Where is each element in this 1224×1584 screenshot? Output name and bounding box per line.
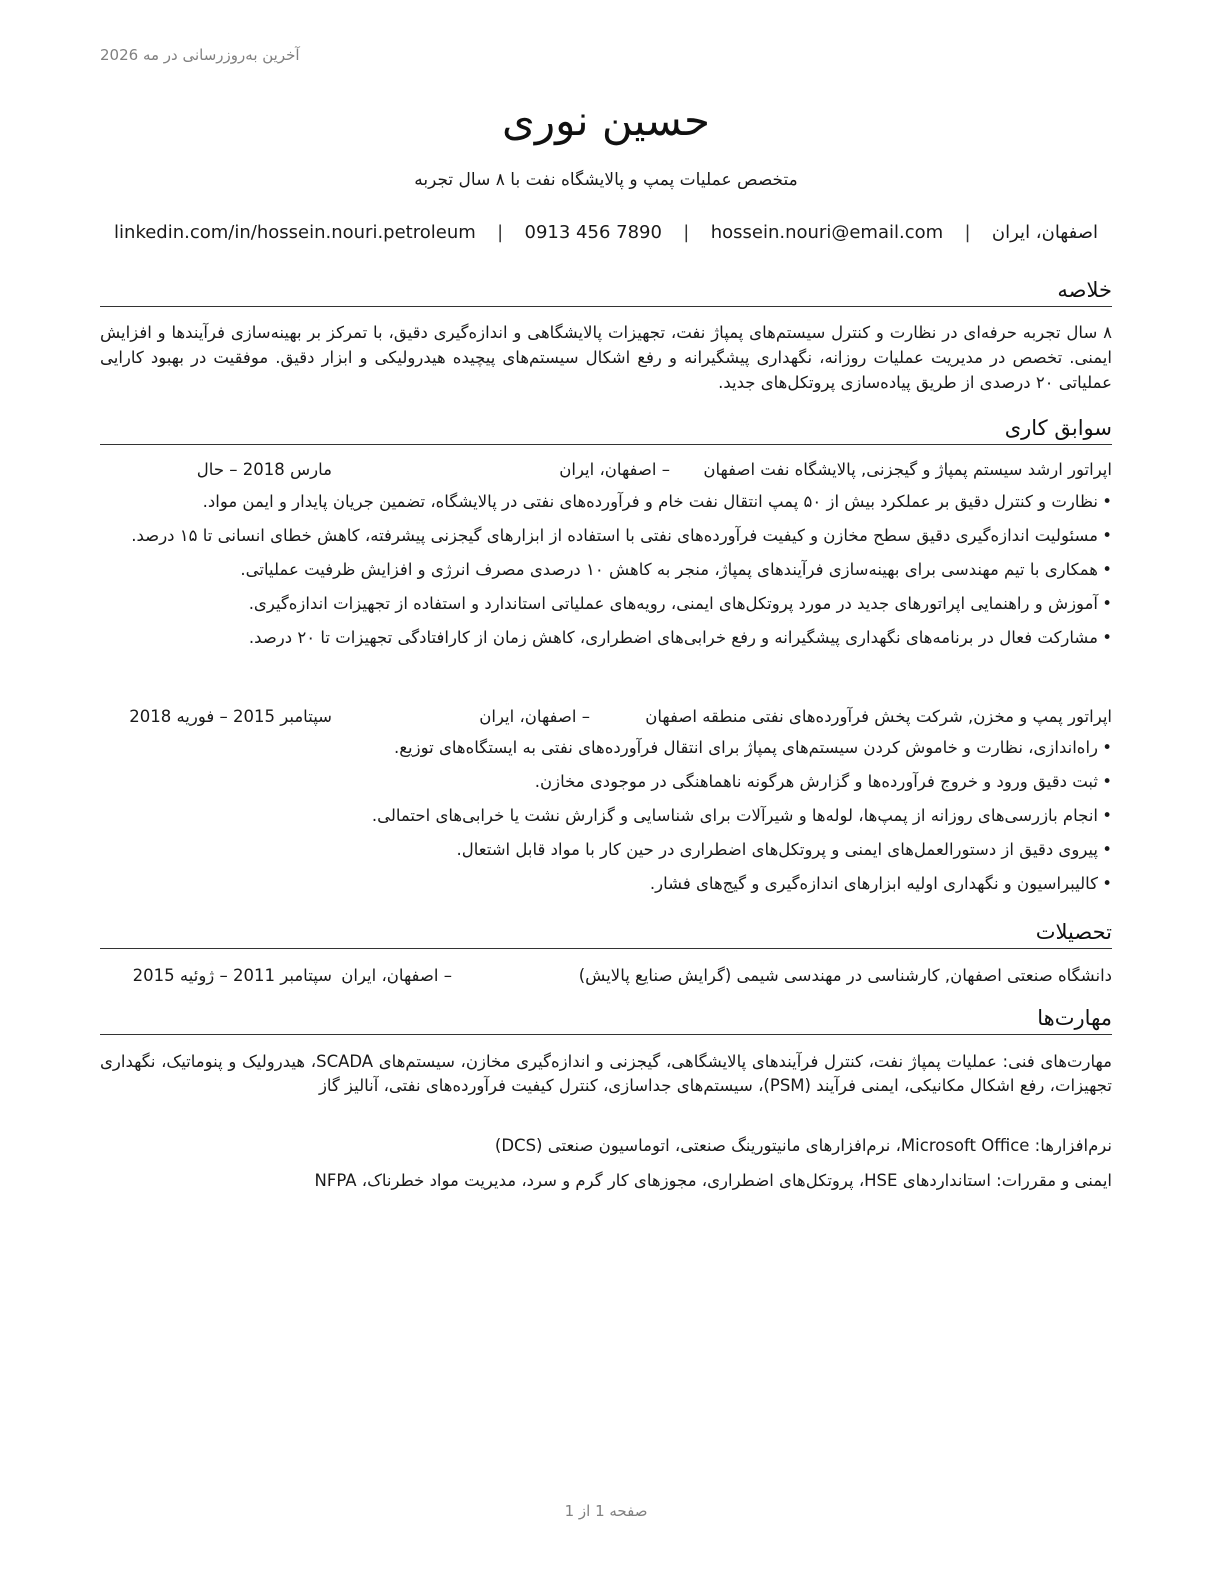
list-item: • مشارکت فعال در برنامه‌های نگهداری پیشگیرانه و رفع خرابی‌های اضطراری، کاهش زمان از کارافتادگی تجهیزات تا ۲۰ درصد.	[100, 626, 1112, 650]
skills-software: نرم‌افزارها: Microsoft Office، نرم‌افزارهای مانیتورینگ صنعتی، اتوماسیون صنعتی (DCS)	[494, 1136, 1112, 1155]
contact-location: اصفهان، ایران	[991, 222, 1098, 243]
job-title: اپراتور پمپ و مخزن, شرکت پخش فرآورده‌های نفتی منطقه اصفهان	[645, 707, 1112, 726]
headline: متخصص عملیات پمپ و پالایشگاه نفت با ۸ سال تجربه	[414, 170, 798, 190]
section-title-summary: خلاصه	[100, 276, 1112, 307]
job-bullets	[100, 490, 1112, 660]
job-location: – اصفهان، ایران	[479, 707, 590, 726]
list-item: • آموزش و راهنمایی اپراتورهای جدید در مورد پروتکل‌های ایمنی، رویه‌های عملیاتی استاندارد و استفاده از تجهیزات اندازه‌گیری.	[100, 592, 1112, 616]
list-item: • مسئولیت اندازه‌گیری دقیق سطح مخازن و کیفیت فرآورده‌های نفتی با استفاده از ابزارهای گیجزنی پیشرفته، کاهش خطای انسانی تا ۱۵ درصد.	[100, 524, 1112, 548]
section-title-skills: مهارت‌ها	[100, 1004, 1112, 1035]
contact-separator: |	[964, 222, 971, 243]
job-title: اپراتور ارشد سیستم پمپاژ و گیجزنی, پالایشگاه نفت اصفهان	[703, 460, 1112, 479]
list-item: • همکاری با تیم مهندسی برای بهینه‌سازی فرآیندهای پمپاژ، منجر به کاهش ۱۰ درصدی مصرف انرژی و افزایش ظرفیت عملیاتی.	[100, 558, 1112, 582]
job-header	[100, 705, 1112, 729]
list-item: • نظارت و کنترل دقیق بر عملکرد بیش از ۵۰ پمپ انتقال نفت خام و فرآورده‌های نفتی در پالایشگاه، تضمین جریان پایدار و ایمن مواد.	[100, 490, 1112, 514]
section-title-education: تحصیلات	[100, 918, 1112, 949]
candidate-name: حسین نوری	[502, 96, 710, 145]
job-dates: مارس 2018 – حال	[196, 460, 332, 479]
contact-separator: |	[683, 222, 690, 243]
job-header	[100, 458, 1112, 482]
job-dates: سپتامبر 2015 – فوریه 2018	[129, 707, 332, 726]
contact-line	[114, 222, 1098, 243]
list-item: • راه‌اندازی، نظارت و خاموش کردن سیستم‌های پمپاژ برای انتقال فرآورده‌های نفتی به ایستگاه‌های توزیع.	[100, 736, 1112, 760]
contact-separator: |	[497, 222, 504, 243]
skills-safety: ایمنی و مقررات: استانداردهای HSE، پروتکل‌های اضطراری، مجوزهای کار گرم و سرد، مدیریت مواد خطرناک، NFPA	[314, 1171, 1112, 1190]
last-updated: آخرین به‌روزرسانی در مه 2026	[100, 46, 300, 64]
list-item: • پیروی دقیق از دستورالعمل‌های ایمنی و پروتکل‌های اضطراری در حین کار با مواد قابل اشتعال.	[100, 838, 1112, 862]
education-entry	[100, 964, 1112, 988]
job-location: – اصفهان، ایران	[559, 460, 670, 479]
list-item: • ثبت دقیق ورود و خروج فرآورده‌ها و گزارش هرگونه ناهماهنگی در موجودی مخازن.	[100, 770, 1112, 794]
contact-linkedin[interactable]: linkedin.com/in/hossein.nouri.petroleum	[114, 222, 476, 243]
skills-technical: مهارت‌های فنی: عملیات پمپاژ نفت، کنترل فرآیندهای پالایشگاهی، گیجزنی و اندازه‌گیری مخازن، سیستم‌های SCADA، هیدرولیک و پنوماتیک، نگهداری تجهیزات، رفع اشکال مکانیکی، ایمنی فرآیند (PSM)، سیستم‌های جداسازی، کنترل کیفیت فرآورده‌های نفتی، آنالیز گاز	[100, 1052, 1112, 1095]
summary-text: ۸ سال تجربه حرفه‌ای در نظارت و کنترل سیستم‌های پمپاژ نفت، تجهیزات پالایشگاهی و اندازه‌گیری دقیق، با تمرکز بر بهینه‌سازی فرآیندها و افزایش ایمنی. تخصص در مدیریت عملیات روزانه، نگهداری پیشگیرانه و رفع اشکال سیستم‌های پیچیده هیدرولیکی و ابزار دقیق. موفقیت در بهبود کارایی عملیاتی ۲۰ درصدی از طریق پیاده‌سازی پروتکل‌های جدید.	[100, 323, 1112, 392]
resume-page	[100, 0, 1112, 1584]
contact-phone[interactable]: 0913 456 7890	[524, 222, 662, 243]
contact-email[interactable]: hossein.nouri@email.com	[710, 222, 944, 243]
page-number: صفحه 1 از 1	[564, 1502, 648, 1520]
section-title-experience: سوابق کاری	[100, 414, 1112, 445]
education-dates: سپتامبر 2011 – ژوئیه 2015	[132, 966, 332, 985]
education-title: دانشگاه صنعتی اصفهان, کارشناسی در مهندسی شیمی (گرایش صنایع پالایش)	[578, 966, 1112, 985]
list-item: • انجام بازرسی‌های روزانه از پمپ‌ها، لوله‌ها و شیرآلات برای شناسایی و گزارش نشت یا خرابی‌های احتمالی.	[100, 804, 1112, 828]
education-location: – اصفهان، ایران	[341, 966, 452, 985]
list-item: • کالیبراسیون و نگهداری اولیه ابزارهای اندازه‌گیری و گیج‌های فشار.	[100, 872, 1112, 896]
job-bullets	[100, 736, 1112, 906]
